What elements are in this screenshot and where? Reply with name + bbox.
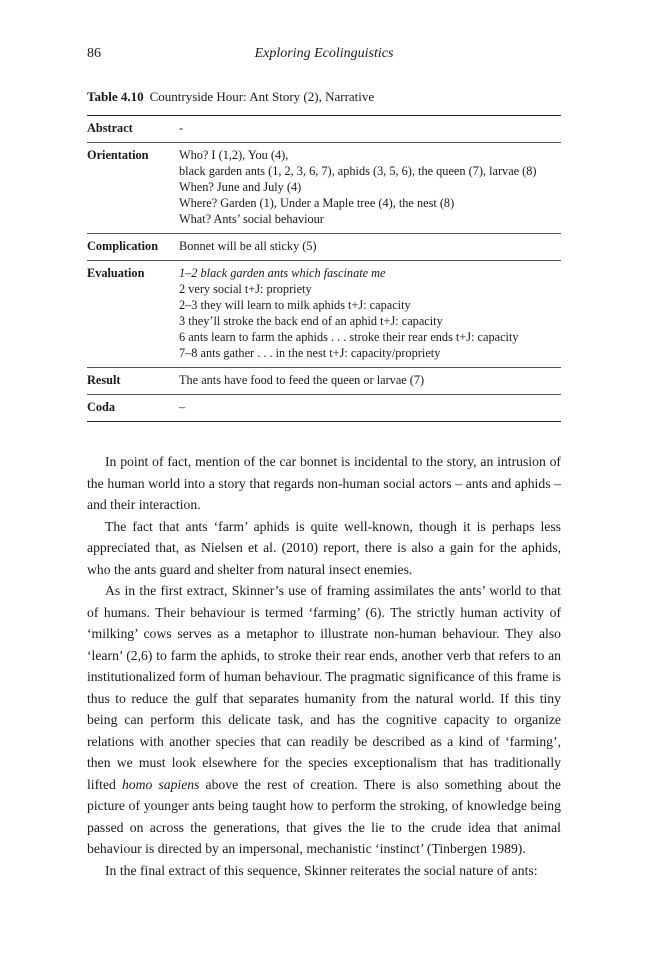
page-number: 86 — [87, 46, 101, 61]
row-content — [179, 238, 561, 254]
row-line: black garden ants (1, 2, 3, 6, 7), aphids (3, 5, 6), the queen (7), larvae (8) — [179, 164, 537, 178]
paragraph — [87, 516, 561, 581]
table-row — [87, 261, 561, 368]
row-line: – — [179, 400, 186, 414]
text-run: The fact that ants ‘farm’ aphids is quite well-known, though it is perhaps less appreciated that, as Nielsen et al. (2010) report, there is also a gain for the aphids, who the ants guard and shelter from natural insect enemies. — [87, 518, 561, 577]
row-line: 6 ants learn to farm the aphids . . . stroke their rear ends t+J: capacity — [179, 330, 519, 344]
paragraph — [87, 580, 561, 860]
row-content — [179, 399, 561, 415]
table-title: Countryside Hour: Ant Story (2), Narrative — [149, 89, 375, 104]
row-label: Abstract — [87, 121, 133, 135]
row-line: Where? Garden (1), Under a Maple tree (4), the nest (8) — [179, 196, 455, 210]
row-line: The ants have food to feed the queen or larvae (7) — [179, 373, 425, 387]
table-row — [87, 143, 561, 234]
body-text — [87, 451, 561, 881]
row-line: When? June and July (4) — [179, 180, 302, 194]
row-label: Orientation — [87, 148, 149, 162]
row-line: What? Ants’ social behaviour — [179, 212, 324, 226]
running-header — [87, 46, 561, 64]
text-run: As in the first extract, Skinner’s use of framing assimilates the ants’ world to that of humans. Their behaviour is termed ‘farming’ (6). The strictly human activity of ‘milking’ cows serves as a metaphor to illustrate non-human behaviour. They also ‘learn’ (2,6) to farm the aphids, to stroke their rear ends, another verb that refers to an institutionalized form of human behaviour. The pragmatic significance of this frame is thus to reduce the gulf that separates humanity from the natural world. If this tiny being can perform this delicate task, and has the cognitive capacity to organize relations with another species that can readily be described as a kind of ‘farming’, then we must look elsewhere for the species exceptionalism that has traditionally lifted — [87, 583, 561, 792]
italic-term: homo sapiens — [121, 776, 200, 792]
row-line: 7–8 ants gather . . . in the nest t+J: capacity/propriety — [179, 346, 441, 360]
paragraph — [87, 860, 561, 882]
table-label: Table 4.10 — [87, 89, 144, 104]
text-run: above the rest of creation. There is also something about the picture of younger ants being taught how to perform the stroking, of knowledge being passed on across the generations, that gives the lie to the crude idea that animal behaviour is directed by an impersonal, mechanistic ‘instinct’ (Tinbergen 1989). — [87, 776, 562, 856]
table-caption — [87, 89, 561, 105]
row-content — [179, 147, 561, 227]
row-label: Coda — [87, 400, 116, 414]
narrative-structure-table — [87, 115, 561, 422]
row-line: - — [179, 121, 184, 135]
row-label: Result — [87, 373, 121, 387]
table-row — [87, 395, 561, 421]
row-line: Who? I (1,2), You (4), — [179, 148, 289, 162]
text-run: In point of fact, mention of the car bonnet is incidental to the story, an intrusion of the human world into a story that regards non-human social actors – ants and aphids – and their interaction. — [87, 454, 561, 512]
row-content — [179, 120, 561, 136]
row-line: 2–3 they will learn to milk aphids t+J: capacity — [179, 298, 411, 312]
row-label: Complication — [87, 239, 159, 253]
row-line: 3 they’ll stroke the back end of an aphid t+J: capacity — [179, 314, 443, 328]
row-content — [179, 372, 561, 388]
paragraph — [87, 451, 561, 516]
row-line: 1–2 black garden ants which fascinate me — [179, 266, 386, 280]
text-run: In the final extract of this sequence, Skinner reiterates the social nature of ants: — [105, 862, 538, 878]
table-row — [87, 234, 561, 261]
row-line: Bonnet will be all sticky (5) — [179, 239, 317, 253]
row-label: Evaluation — [87, 266, 145, 280]
running-title: Exploring Ecolinguistics — [254, 46, 394, 61]
table-row — [87, 116, 561, 143]
table-row — [87, 368, 561, 395]
row-content — [179, 265, 561, 361]
row-line: 2 very social t+J: propriety — [179, 282, 312, 296]
